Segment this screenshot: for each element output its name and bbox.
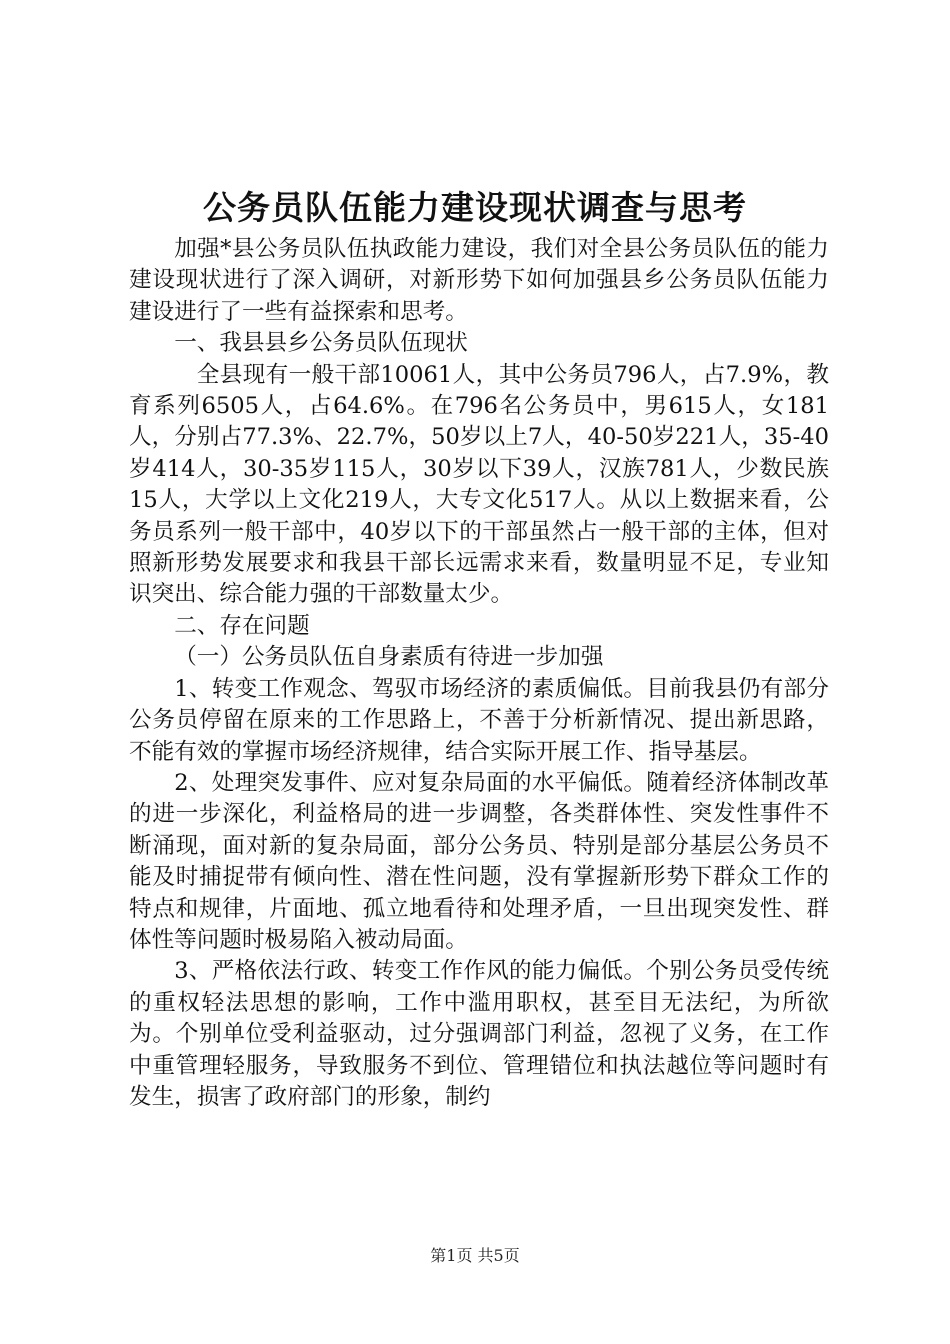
section-heading-status: 一、我县县乡公务员队伍现状 bbox=[174, 330, 468, 357]
problem-paragraph-2: 2、处理突发事件、应对复杂局面的水平偏低。随着经济体制改革的进一步深化，利益格局的进一步调整，各类群体性、突发性事件不断涌现，面对新的复杂局面，部分公务员、特别是部分基层公务员不能及时捕捉带有倾向性、潜在性问题，没有掌握新形势下群众工作的特点和规律，片面地、孤立地看待和处理矛盾，一旦出现突发性、群体性等问题时极易陷入被动局面。 bbox=[129, 769, 829, 953]
problem-paragraph-3: 3、严格依法行政、转变工作作风的能力偏低。个别公务员受传统的重权轻法思想的影响，工作中滥用职权，甚至目无法纪，为所欲为。个别单位受利益驱动，过分强调部门利益，忽视了义务，在工作中重管理轻服务，导致服务不到位、管理错位和执法越位等问题时有发生，损害了政府部门的形象，制约 bbox=[129, 958, 829, 1110]
problem-paragraph-1: 1、转变工作观念、驾驭市场经济的素质偏低。目前我县仍有部分公务员停留在原来的工作思路上，不善于分析新情况、提出新思路，不能有效的掌握市场经济规律，结合实际开展工作、指导基层。 bbox=[129, 675, 829, 765]
section-heading-problems: 二、存在问题 bbox=[174, 612, 310, 639]
document-title: 公务员队伍能力建设现状调查与思考 bbox=[203, 188, 747, 227]
page-number-footer: 第1页 共5页 bbox=[430, 1246, 520, 1265]
document-body bbox=[129, 234, 829, 1113]
intro-paragraph: 加强*县公务员队伍执政能力建设，我们对全县公务员队伍的能力建设现状进行了深入调研，对新形势下如何加强县乡公务员队伍能力建设进行了一些有益探索和思考。 bbox=[129, 236, 829, 325]
statistics-paragraph: 全县现有一般干部10061人，其中公务员796人，占7.9%，教育系列6505人，占64.6%。在796名公务员中，男615人，女181人，分别占77.3%、22.7%，50岁以上7人，40-50岁221人，35-40岁414人，30-35岁115人，30岁以下39人，汉族781人，少数民族15人，大学以上文化219人，大专文化517人。从以上数据来看，公务员系列一般干部中，40岁以下的干部虽然占一般干部的主体，但对照新形势发展要求和我县干部长远需求来看，数量明显不足，专业知识突出、综合能力强的干部数量太少。 bbox=[129, 361, 829, 608]
subsection-heading-quality: （一）公务员队伍自身素质有待进一步加强 bbox=[174, 644, 604, 671]
